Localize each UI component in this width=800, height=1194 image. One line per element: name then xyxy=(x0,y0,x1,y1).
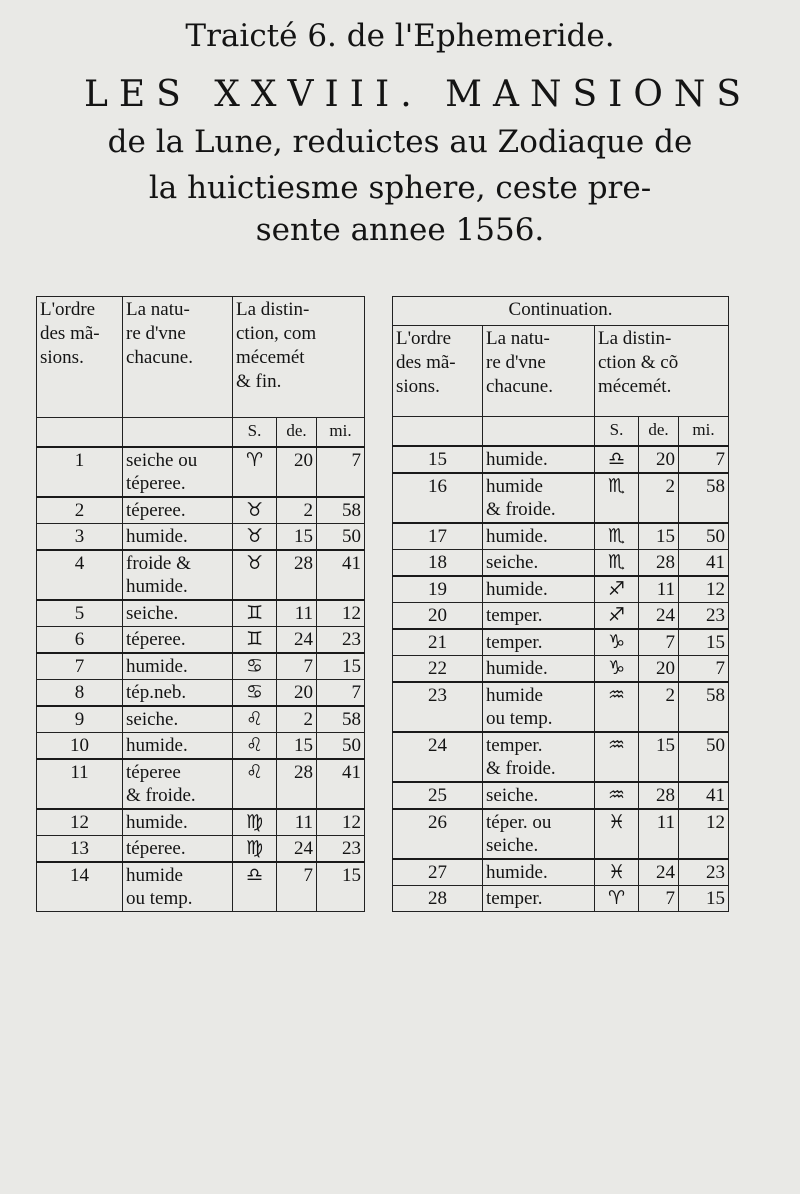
mansion-degree: 15 xyxy=(277,524,317,551)
mansion-row xyxy=(37,809,365,836)
header-distinction: La distin- ction & cõ mécemét. xyxy=(595,326,729,417)
mansion-row xyxy=(37,627,365,654)
mansion-number: 9 xyxy=(37,706,123,733)
mansion-degree: 2 xyxy=(639,682,679,732)
nature-line: humide. xyxy=(486,862,548,883)
mansion-nature xyxy=(483,550,595,577)
mansion-number: 18 xyxy=(393,550,483,577)
mansion-minute: 7 xyxy=(317,680,365,707)
mansion-number: 27 xyxy=(393,859,483,886)
mansion-minute: 58 xyxy=(317,706,365,733)
mansion-row xyxy=(37,680,365,707)
mansion-number: 22 xyxy=(393,656,483,683)
nature-line: & froide. xyxy=(126,785,196,806)
mansion-minute: 23 xyxy=(679,859,729,886)
mansion-minute: 7 xyxy=(317,447,365,497)
mansion-row xyxy=(393,859,729,886)
mansion-minute: 7 xyxy=(679,656,729,683)
mansion-nature xyxy=(123,627,233,654)
nature-line: téperee. xyxy=(126,838,186,859)
nature-line: humide. xyxy=(486,579,548,600)
mansion-nature xyxy=(123,759,233,809)
nature-line: téper. ou xyxy=(486,812,552,833)
mansion-degree: 24 xyxy=(277,627,317,654)
subheader-minute: mi. xyxy=(317,418,365,448)
mansion-row xyxy=(393,809,729,859)
mansion-minute: 12 xyxy=(679,809,729,859)
mansion-row xyxy=(393,473,729,523)
zodiac-sign: ♑ xyxy=(595,656,639,683)
mansion-minute: 41 xyxy=(317,759,365,809)
nature-line: humide. xyxy=(486,526,548,547)
nature-line: humide. xyxy=(486,658,548,679)
mansion-nature xyxy=(483,576,595,603)
mansion-nature xyxy=(483,473,595,523)
mansion-degree: 7 xyxy=(277,862,317,912)
zodiac-sign: ♉ xyxy=(233,550,277,600)
mansion-row xyxy=(37,524,365,551)
nature-line: temper. xyxy=(486,605,543,626)
nature-line: tép.neb. xyxy=(126,682,187,703)
mansion-degree: 11 xyxy=(277,809,317,836)
mansion-number: 5 xyxy=(37,600,123,627)
mansion-minute: 15 xyxy=(317,653,365,680)
mansion-nature xyxy=(483,656,595,683)
zodiac-sign: ♎ xyxy=(233,862,277,912)
mansion-row xyxy=(393,886,729,912)
nature-line: temper. xyxy=(486,632,543,653)
mansion-nature xyxy=(483,859,595,886)
subheader-sign: S. xyxy=(233,418,277,448)
mansion-nature xyxy=(123,653,233,680)
nature-line: temper. xyxy=(486,735,543,756)
mansion-row xyxy=(37,733,365,760)
zodiac-sign: ♒ xyxy=(595,782,639,809)
mansion-row xyxy=(37,600,365,627)
mansion-minute: 12 xyxy=(317,809,365,836)
mansion-degree: 2 xyxy=(277,497,317,524)
mansion-degree: 20 xyxy=(639,446,679,473)
zodiac-sign: ♌ xyxy=(233,733,277,760)
mansion-degree: 24 xyxy=(639,603,679,630)
nature-line: seiche. xyxy=(486,785,539,806)
zodiac-sign: ♓ xyxy=(595,859,639,886)
mansion-degree: 20 xyxy=(639,656,679,683)
title-line-4: la huictiesme sphere, ceste pre- xyxy=(148,170,652,206)
mansion-number: 2 xyxy=(37,497,123,524)
nature-line: & froide. xyxy=(486,499,556,520)
mansion-nature xyxy=(123,836,233,863)
mansion-degree: 11 xyxy=(277,600,317,627)
mansion-minute: 23 xyxy=(317,627,365,654)
title-line-3: de la Lune, reduictes au Zodiaque de xyxy=(107,124,693,160)
mansion-degree: 15 xyxy=(639,523,679,550)
mansion-minute: 50 xyxy=(679,732,729,782)
zodiac-sign: ♒ xyxy=(595,682,639,732)
mansion-minute: 50 xyxy=(317,733,365,760)
zodiac-sign: ♈ xyxy=(595,886,639,912)
zodiac-sign: ♒ xyxy=(595,732,639,782)
nature-line: humide xyxy=(126,865,183,886)
mansion-row xyxy=(393,550,729,577)
zodiac-sign: ♊ xyxy=(233,627,277,654)
nature-line: seiche. xyxy=(126,709,179,730)
mansion-minute: 50 xyxy=(317,524,365,551)
mansion-number: 28 xyxy=(393,886,483,912)
zodiac-sign: ♉ xyxy=(233,524,277,551)
mansion-number: 8 xyxy=(37,680,123,707)
mansion-nature xyxy=(123,680,233,707)
zodiac-sign: ♐ xyxy=(595,603,639,630)
mansion-minute: 50 xyxy=(679,523,729,550)
mansion-degree: 15 xyxy=(277,733,317,760)
nature-line: humide. xyxy=(126,526,188,547)
zodiac-sign: ♍ xyxy=(233,836,277,863)
mansion-number: 26 xyxy=(393,809,483,859)
nature-line: seiche. xyxy=(486,552,539,573)
table-title: LES XXVIII. MANSIONS xyxy=(83,74,752,115)
zodiac-sign: ♏ xyxy=(595,473,639,523)
mansion-nature xyxy=(483,732,595,782)
header-order: L'ordre des mã- sions. xyxy=(393,326,483,417)
nature-line: froide & xyxy=(126,553,191,574)
mansion-number: 25 xyxy=(393,782,483,809)
mansion-row xyxy=(37,862,365,912)
mansion-minute: 12 xyxy=(679,576,729,603)
mansion-number: 1 xyxy=(37,447,123,497)
mansion-number: 12 xyxy=(37,809,123,836)
mansion-minute: 41 xyxy=(679,782,729,809)
mansion-minute: 23 xyxy=(679,603,729,630)
mansion-nature xyxy=(483,782,595,809)
mansion-degree: 15 xyxy=(639,732,679,782)
mansions-table-right xyxy=(392,296,729,912)
mansion-nature xyxy=(123,733,233,760)
mansion-number: 6 xyxy=(37,627,123,654)
zodiac-sign: ♌ xyxy=(233,706,277,733)
mansion-row xyxy=(393,523,729,550)
mansion-minute: 58 xyxy=(679,682,729,732)
mansion-degree: 28 xyxy=(639,550,679,577)
subheader-minute: mi. xyxy=(679,417,729,447)
nature-line: humide. xyxy=(126,576,188,597)
zodiac-sign: ♎ xyxy=(595,446,639,473)
zodiac-sign: ♍ xyxy=(233,809,277,836)
nature-line: humide. xyxy=(126,735,188,756)
mansion-nature xyxy=(483,523,595,550)
mansion-row xyxy=(393,576,729,603)
mansion-nature xyxy=(483,446,595,473)
mansion-degree: 20 xyxy=(277,680,317,707)
mansion-number: 21 xyxy=(393,629,483,656)
mansion-minute: 15 xyxy=(317,862,365,912)
nature-line: & froide. xyxy=(486,758,556,779)
zodiac-sign: ♏ xyxy=(595,523,639,550)
mansion-row xyxy=(393,446,729,473)
subheader-sign: S. xyxy=(595,417,639,447)
mansion-row xyxy=(393,682,729,732)
zodiac-sign: ♑ xyxy=(595,629,639,656)
nature-line: humide xyxy=(486,685,543,706)
mansion-minute: 7 xyxy=(679,446,729,473)
mansion-minute: 15 xyxy=(679,629,729,656)
mansion-nature xyxy=(123,550,233,600)
mansion-degree: 7 xyxy=(639,629,679,656)
zodiac-sign: ♐ xyxy=(595,576,639,603)
mansion-minute: 23 xyxy=(317,836,365,863)
subheader-degree: de. xyxy=(277,418,317,448)
mansion-number: 15 xyxy=(393,446,483,473)
header-order: L'ordre des mã- sions. xyxy=(37,297,123,418)
mansion-row xyxy=(37,653,365,680)
zodiac-sign: ♋ xyxy=(233,680,277,707)
zodiac-sign: ♓ xyxy=(595,809,639,859)
mansion-nature xyxy=(123,809,233,836)
mansion-nature xyxy=(123,497,233,524)
zodiac-sign: ♋ xyxy=(233,653,277,680)
mansion-degree: 7 xyxy=(277,653,317,680)
nature-line: ou temp. xyxy=(486,708,553,729)
zodiac-sign: ♌ xyxy=(233,759,277,809)
mansion-nature xyxy=(483,629,595,656)
nature-line: ou temp. xyxy=(126,888,193,909)
mansion-number: 3 xyxy=(37,524,123,551)
subheader-degree: de. xyxy=(639,417,679,447)
mansion-row xyxy=(393,732,729,782)
running-title: Traicté 6. de l'Ephemeride. xyxy=(185,18,615,54)
subheader-row xyxy=(393,417,729,447)
mansion-degree: 20 xyxy=(277,447,317,497)
mansion-row xyxy=(37,759,365,809)
mansion-row xyxy=(37,447,365,497)
mansion-nature xyxy=(123,862,233,912)
zodiac-sign: ♉ xyxy=(233,497,277,524)
mansion-row xyxy=(37,497,365,524)
mansion-minute: 12 xyxy=(317,600,365,627)
title-line-5: sente annee 1556. xyxy=(255,212,545,248)
nature-line: téperee. xyxy=(126,500,186,521)
nature-line: temper. xyxy=(486,888,543,909)
mansion-number: 7 xyxy=(37,653,123,680)
mansion-number: 10 xyxy=(37,733,123,760)
mansion-minute: 41 xyxy=(317,550,365,600)
mansion-number: 23 xyxy=(393,682,483,732)
nature-line: téperee xyxy=(126,762,181,783)
nature-line: téperee. xyxy=(126,629,186,650)
mansion-degree: 11 xyxy=(639,809,679,859)
nature-line: humide. xyxy=(126,656,188,677)
header-distinction: La distin- ction, com mécemét & fin. xyxy=(233,297,365,418)
nature-line: seiche ou xyxy=(126,450,198,471)
mansion-minute: 15 xyxy=(679,886,729,912)
continuation-heading: Continuation. xyxy=(393,297,729,326)
mansion-number: 24 xyxy=(393,732,483,782)
mansion-number: 17 xyxy=(393,523,483,550)
mansion-minute: 41 xyxy=(679,550,729,577)
mansion-number: 16 xyxy=(393,473,483,523)
mansion-number: 4 xyxy=(37,550,123,600)
nature-line: seiche. xyxy=(126,603,179,624)
nature-line: humide. xyxy=(126,812,188,833)
mansion-number: 11 xyxy=(37,759,123,809)
mansion-degree: 24 xyxy=(277,836,317,863)
mansion-nature xyxy=(483,682,595,732)
mansion-row xyxy=(37,836,365,863)
header-nature: La natu- re d'vne chacune. xyxy=(483,326,595,417)
mansion-number: 13 xyxy=(37,836,123,863)
nature-line: téperee. xyxy=(126,473,186,494)
mansion-row xyxy=(393,656,729,683)
nature-line: seiche. xyxy=(486,835,539,856)
mansion-degree: 2 xyxy=(277,706,317,733)
mansion-minute: 58 xyxy=(679,473,729,523)
mansion-degree: 7 xyxy=(639,886,679,912)
mansion-number: 14 xyxy=(37,862,123,912)
zodiac-sign: ♈ xyxy=(233,447,277,497)
mansion-row xyxy=(393,603,729,630)
mansion-row xyxy=(37,550,365,600)
mansion-degree: 28 xyxy=(277,759,317,809)
zodiac-sign: ♏ xyxy=(595,550,639,577)
subheader-row xyxy=(37,418,365,448)
mansion-number: 20 xyxy=(393,603,483,630)
mansion-nature xyxy=(483,809,595,859)
header-nature: La natu- re d'vne chacune. xyxy=(123,297,233,418)
mansions-table-left xyxy=(36,296,365,912)
mansion-degree: 28 xyxy=(277,550,317,600)
nature-line: humide. xyxy=(486,449,548,470)
mansion-row xyxy=(393,782,729,809)
mansion-nature xyxy=(483,886,595,912)
mansion-degree: 28 xyxy=(639,782,679,809)
mansion-nature xyxy=(123,447,233,497)
zodiac-sign: ♊ xyxy=(233,600,277,627)
mansion-degree: 11 xyxy=(639,576,679,603)
mansion-degree: 24 xyxy=(639,859,679,886)
mansion-nature xyxy=(123,600,233,627)
mansion-row xyxy=(393,629,729,656)
mansion-nature xyxy=(123,706,233,733)
mansion-minute: 58 xyxy=(317,497,365,524)
mansion-nature xyxy=(123,524,233,551)
mansion-number: 19 xyxy=(393,576,483,603)
mansion-degree: 2 xyxy=(639,473,679,523)
mansion-row xyxy=(37,706,365,733)
mansion-nature xyxy=(483,603,595,630)
nature-line: humide xyxy=(486,476,543,497)
